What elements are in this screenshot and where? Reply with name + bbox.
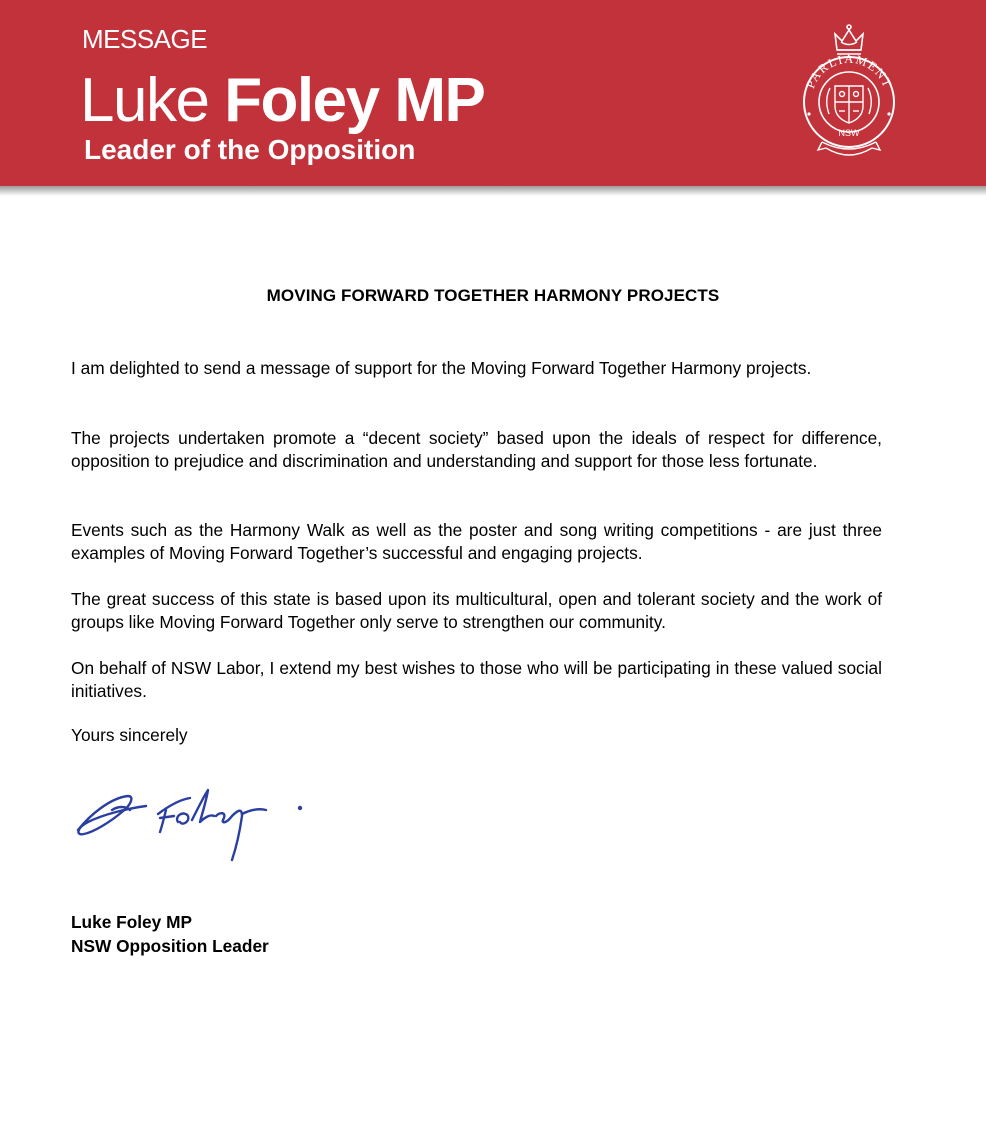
document-title: MOVING FORWARD TOGETHER HARMONY PROJECTS (266, 286, 720, 305)
parliament-nsw-crest-icon (794, 22, 904, 174)
author-role: Leader of the Opposition (84, 134, 416, 165)
signatory-title: NSW Opposition Leader (71, 936, 269, 956)
author-name-heading (80, 66, 484, 136)
header-banner (0, 0, 986, 186)
body-paragraph-2: The projects undertaken promote a “decent society” based upon the ideals of respect for difference, opposition to prejudice and discrimination and understanding and support for those less fortunate. (71, 428, 882, 471)
closing-salutation: Yours sincerely (71, 725, 188, 745)
banner-shadow (0, 186, 986, 196)
body-paragraph-1: I am delighted to send a message of support for the Moving Forward Together Harmony projects. (71, 358, 812, 378)
svg-text:PARLIAMENT: PARLIAMENT (803, 51, 895, 91)
author-given-name: Luke (80, 66, 209, 135)
signatory-name: Luke Foley MP (71, 912, 192, 932)
svg-text:NSW: NSW (838, 128, 860, 138)
handwritten-signature (70, 770, 315, 865)
body-paragraph-3: Events such as the Harmony Walk as well as the poster and song writing competitions - are just three examples of Moving Forward Together’s successful and engaging projects. (71, 520, 882, 563)
body-paragraph-4: The great success of this state is based upon its multicultural, open and tolerant society and the work of groups like Moving Forward Together only serve to strengthen our community. (71, 589, 882, 632)
body-paragraph-5: On behalf of NSW Labor, I extend my best wishes to those who will be participating in these valued social initiatives. (71, 658, 882, 701)
message-label: MESSAGE (82, 24, 208, 54)
author-surname: Foley MP (224, 66, 485, 135)
